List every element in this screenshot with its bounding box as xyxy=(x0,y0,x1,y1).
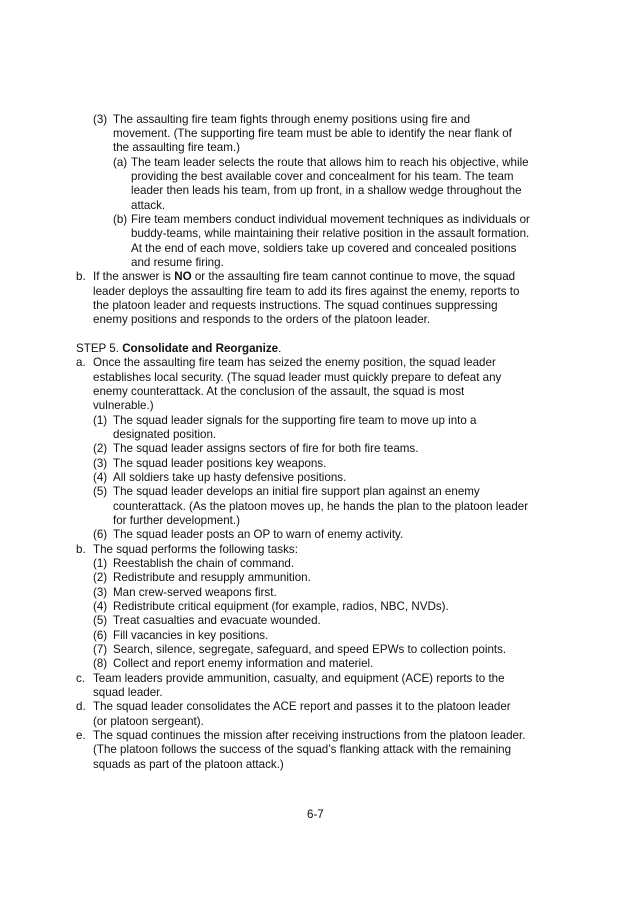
paragraph-line: for further development.) xyxy=(113,514,240,527)
item-number: (8) xyxy=(93,657,108,670)
paragraph-line: (The platoon follows the success of the squad’s flanking attack with the remaining xyxy=(93,743,512,756)
paragraph-line: the assaulting fire team.) xyxy=(113,141,240,154)
paragraph-line: The squad leader assigns sectors of fire for both fire teams. xyxy=(113,442,419,455)
item-number: (2) xyxy=(93,442,108,455)
paragraph-line: vulnerable.) xyxy=(93,399,154,412)
item-letter: b. xyxy=(76,270,86,283)
paragraph-line: leader deploys the assaulting fire team to add its fires against the enemy, reports to xyxy=(93,285,520,298)
item-number: (6) xyxy=(93,528,108,541)
section-heading xyxy=(76,342,281,356)
paragraph-line: The squad continues the mission after receiving instructions from the platoon leader. xyxy=(93,729,526,742)
item-number: (1) xyxy=(93,414,108,427)
item-letter: d. xyxy=(76,700,86,713)
paragraph-line: leader then leads his team, from up front, in a shallow wedge throughout the xyxy=(131,184,522,197)
paragraph-line: and resume firing. xyxy=(131,256,224,269)
paragraph-line: Redistribute and resupply ammunition. xyxy=(113,571,311,584)
item-letter: e. xyxy=(76,729,86,742)
paragraph-line: providing the best available cover and concealment for his team. The team xyxy=(131,170,514,183)
text-run: If the answer is xyxy=(93,270,175,283)
paragraph-line: Reestablish the chain of command. xyxy=(113,557,295,570)
item-number: (1) xyxy=(93,557,108,570)
text-run: or the assaulting fire team cannot continue to move, the squad xyxy=(191,270,516,283)
paragraph-line: Once the assaulting fire team has seized the enemy position, the squad leader xyxy=(93,356,496,369)
paragraph-line: counterattack. (As the platoon moves up, he hands the plan to the platoon leader xyxy=(113,500,529,513)
paragraph-line: Man crew-served weapons first. xyxy=(113,586,277,599)
item-number: (b) xyxy=(113,213,128,226)
heading-title: Consolidate and Reorganize xyxy=(122,342,279,355)
paragraph-line: The squad performs the following tasks: xyxy=(93,543,298,556)
item-number: (3) xyxy=(93,113,108,126)
paragraph-line: At the end of each move, soldiers take up covered and concealed positions xyxy=(131,242,517,255)
paragraph-line: enemy positions and responds to the orders of the platoon leader. xyxy=(93,313,431,326)
paragraph-line: Fill vacancies in key positions. xyxy=(113,629,269,642)
paragraph-line: The team leader selects the route that allows him to reach his objective, while xyxy=(131,156,529,169)
item-number: (4) xyxy=(93,471,108,484)
paragraph-line: The squad leader posts an OP to warn of enemy activity. xyxy=(113,528,404,541)
paragraph-line: attack. xyxy=(131,199,166,212)
paragraph-line: Fire team members conduct individual movement techniques as individuals or xyxy=(131,213,530,226)
paragraph-line: squads as part of the platoon attack.) xyxy=(93,758,284,771)
paragraph-line: the platoon leader and requests instructions. The squad continues suppressing xyxy=(93,299,498,312)
paragraph-line: Search, silence, segregate, safeguard, and speed EPWs to collection points. xyxy=(113,643,507,656)
item-letter: a. xyxy=(76,356,86,369)
paragraph-line: Collect and report enemy information and materiel. xyxy=(113,657,374,670)
paragraph-line: The squad leader consolidates the ACE report and passes it to the platoon leader xyxy=(93,700,511,713)
heading-suffix: . xyxy=(278,342,282,355)
item-number: (5) xyxy=(93,614,108,627)
paragraph-line: squad leader. xyxy=(93,686,163,699)
item-number: (4) xyxy=(93,600,108,613)
paragraph-line: The assaulting fire team fights through enemy positions using fire and xyxy=(113,113,471,126)
paragraph-line: Team leaders provide ammunition, casualty, and equipment (ACE) reports to the xyxy=(93,672,505,685)
paragraph-line: establishes local security. (The squad leader must quickly prepare to defeat any xyxy=(93,371,502,384)
paragraph-line: Redistribute critical equipment (for example, radios, NBC, NVDs). xyxy=(113,600,449,613)
item-number: (7) xyxy=(93,643,108,656)
paragraph-line xyxy=(93,270,515,284)
paragraph-line: The squad leader signals for the supporting fire team to move up into a xyxy=(113,414,477,427)
page-number: 6-7 xyxy=(307,808,324,821)
paragraph-line: The squad leader develops an initial fire support plan against an enemy xyxy=(113,485,480,498)
paragraph-line: All soldiers take up hasty defensive positions. xyxy=(113,471,347,484)
paragraph-line: (or platoon sergeant). xyxy=(93,715,204,728)
item-number: (3) xyxy=(93,586,108,599)
paragraph-line: Treat casualties and evacuate wounded. xyxy=(113,614,321,627)
paragraph-line: buddy-teams, while maintaining their relative position in the assault formation. xyxy=(131,227,530,240)
emphasis-no: NO xyxy=(174,270,192,283)
heading-prefix: STEP 5. xyxy=(76,342,123,355)
paragraph-line: designated position. xyxy=(113,428,217,441)
paragraph-line: movement. (The supporting fire team must be able to identify the near flank of xyxy=(113,127,512,140)
item-number: (6) xyxy=(93,629,108,642)
item-number: (5) xyxy=(93,485,108,498)
item-letter: c. xyxy=(76,672,86,685)
paragraph-line: The squad leader positions key weapons. xyxy=(113,457,327,470)
item-number: (a) xyxy=(113,156,128,169)
item-number: (2) xyxy=(93,571,108,584)
item-number: (3) xyxy=(93,457,108,470)
item-letter: b. xyxy=(76,543,86,556)
paragraph-line: enemy counterattack. At the conclusion of the assault, the squad is most xyxy=(93,385,465,398)
